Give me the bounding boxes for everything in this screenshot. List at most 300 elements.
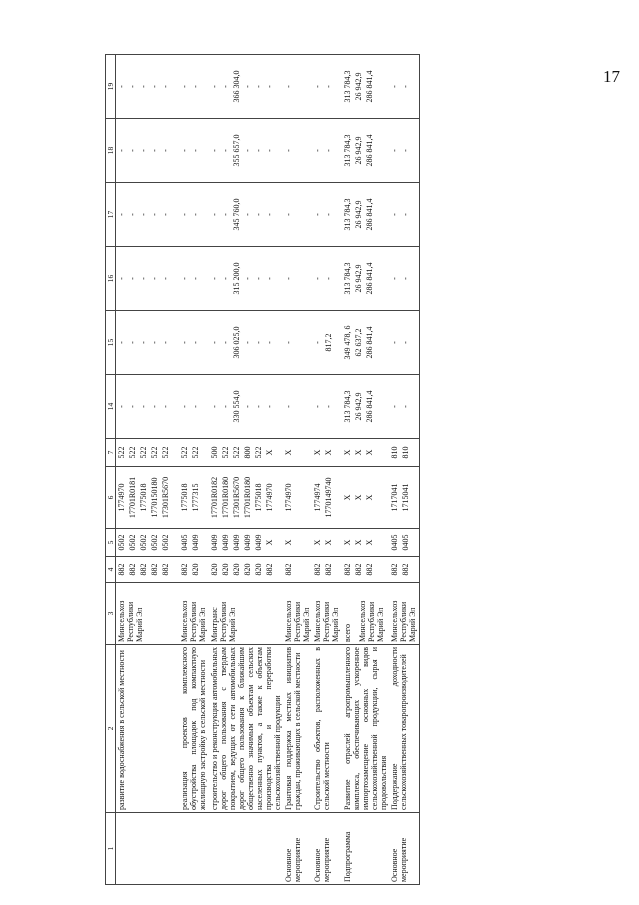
column-14-cell (116, 375, 180, 439)
cell-value: - (243, 85, 252, 88)
cell-value: - (150, 85, 159, 88)
event-name-cell (209, 645, 283, 813)
cell-value: 26 942,9 (354, 200, 363, 229)
cell-value: - (265, 277, 274, 280)
cell-value: - (161, 213, 170, 216)
cell-value: 313 784,3 (343, 390, 352, 423)
column-16-cell (179, 247, 209, 311)
event-type-cell (389, 813, 420, 885)
cell-value: - (161, 277, 170, 280)
cell-value: - (210, 277, 219, 280)
column-14-cell (209, 375, 283, 439)
cell-value: - (254, 85, 263, 88)
cell-value: 882 (139, 563, 148, 576)
column-header: 6 (106, 467, 116, 529)
cell-value: - (150, 213, 159, 216)
header-row (106, 55, 116, 885)
cell-value: 330 554,0 (232, 390, 241, 423)
column-6-cell (312, 467, 342, 529)
column-7-cell (342, 439, 389, 467)
cell-value: - (150, 405, 159, 408)
cell-value: - (313, 341, 322, 344)
cell-text: Основное мероприятие (313, 837, 331, 882)
cell-value: 0405 (390, 534, 399, 551)
cell-value: X (365, 539, 374, 546)
cell-value: 62 637,2 (354, 328, 363, 357)
cell-value: - (180, 213, 189, 216)
cell-value: - (139, 405, 148, 408)
column-6-cell (389, 467, 420, 529)
cell-value: - (324, 277, 333, 280)
column-7-cell (283, 439, 312, 467)
column-15-cell (283, 311, 312, 375)
cell-value: X (365, 449, 374, 456)
cell-value: 522 (139, 446, 148, 459)
column-6-cell (283, 467, 312, 529)
cell-value: - (265, 149, 274, 152)
cell-value: 0502 (150, 534, 159, 551)
column-5-cell (389, 529, 420, 557)
cell-value: 820 (254, 563, 263, 576)
table-row (312, 55, 342, 885)
cell-value: 522 (232, 446, 241, 459)
executor-cell (209, 583, 283, 645)
cell-value: - (180, 277, 189, 280)
cell-value: - (161, 149, 170, 152)
rotated-budget-table-sheet (105, 55, 625, 885)
column-19-cell (179, 55, 209, 119)
cell-value: 817,2 (324, 333, 333, 352)
cell-value: 0502 (117, 534, 126, 551)
cell-value: - (150, 149, 159, 152)
column-4-cell (209, 557, 283, 583)
cell-text: Минсельхоз Республики Марий Эл (313, 600, 340, 642)
cell-value: 286 841,4 (365, 326, 374, 359)
cell-value: - (254, 277, 263, 280)
cell-value: - (161, 405, 170, 408)
cell-value: - (210, 213, 219, 216)
event-type-cell (342, 813, 389, 885)
cell-value: 306 025,0 (232, 326, 241, 359)
cell-value: 522 (221, 446, 230, 459)
cell-value: - (117, 341, 126, 344)
cell-value: - (128, 341, 137, 344)
cell-value: 26 942,9 (354, 136, 363, 165)
cell-value: - (265, 341, 274, 344)
cell-text: Подпрограмма (343, 831, 352, 882)
cell-value: 1770150180 (150, 477, 159, 518)
column-19-cell (342, 55, 389, 119)
cell-value: X (324, 539, 333, 546)
cell-text: развитие водоснабжения в сельской местности (117, 650, 126, 810)
column-16-cell (209, 247, 283, 311)
column-19-cell (283, 55, 312, 119)
column-17-cell (389, 183, 420, 247)
cell-value: 0409 (243, 534, 252, 551)
cell-value: X (284, 449, 293, 456)
column-6-cell (342, 467, 389, 529)
cell-text: строительство и реконструкция автомобильных дорог общего пользования с твердым покрытием, ведущих от сети автомобильных дорог общего пользования к ближайшим общественно значимым объектам сельских населенных пунктов, а также к объектам производства и переработки сельскохозяйственной продукции (210, 647, 282, 810)
budget-table (105, 54, 420, 885)
column-5-cell (209, 529, 283, 557)
cell-value: - (191, 213, 200, 216)
cell-value: 810 (390, 446, 399, 459)
cell-value: 882 (180, 563, 189, 576)
cell-value: - (128, 405, 137, 408)
column-6-cell (209, 467, 283, 529)
cell-value: 366 304,0 (232, 70, 241, 103)
cell-value: - (117, 277, 126, 280)
cell-value: 882 (343, 563, 352, 576)
column-6-cell (179, 467, 209, 529)
cell-value: 882 (284, 563, 293, 576)
cell-value: 313 784,3 (343, 262, 352, 295)
column-14-cell (342, 375, 389, 439)
column-header: 19 (106, 55, 116, 119)
column-17-cell (283, 183, 312, 247)
cell-value: 286 841,4 (365, 390, 374, 423)
column-7-cell (116, 439, 180, 467)
cell-value: - (313, 213, 322, 216)
cell-value: - (265, 85, 274, 88)
cell-value: - (254, 213, 263, 216)
column-18-cell (389, 119, 420, 183)
cell-value: 26 942,9 (354, 392, 363, 421)
cell-value: - (191, 277, 200, 280)
cell-value: 0409 (254, 534, 263, 551)
cell-value: - (284, 149, 293, 152)
cell-value: 1775018 (139, 483, 148, 512)
column-14-cell (179, 375, 209, 439)
column-5-cell (116, 529, 180, 557)
column-17-cell (342, 183, 389, 247)
cell-value: 820 (232, 563, 241, 576)
cell-value: 313 784,3 (343, 134, 352, 167)
cell-value: - (284, 341, 293, 344)
cell-value: - (401, 85, 410, 88)
cell-value: 0409 (210, 534, 219, 551)
cell-value: - (401, 149, 410, 152)
cell-value: - (324, 85, 333, 88)
executor-cell (179, 583, 209, 645)
cell-text: Грантовая поддержка местных инициатив граждан, проживающих в сельской местности (284, 647, 302, 810)
column-16-cell (312, 247, 342, 311)
cell-value: - (139, 277, 148, 280)
cell-value: 17301R5670 (232, 476, 241, 519)
executor-cell (283, 583, 312, 645)
cell-text: Минсельхоз Республики Марий Эл (117, 600, 144, 642)
cell-value: - (117, 85, 126, 88)
cell-value: - (221, 85, 230, 88)
column-15-cell (116, 311, 180, 375)
table-body (116, 55, 420, 885)
cell-value: 286 841,4 (365, 134, 374, 167)
column-7-cell (179, 439, 209, 467)
column-header: 4 (106, 557, 116, 583)
cell-value: - (191, 149, 200, 152)
column-5-cell (179, 529, 209, 557)
column-header: 18 (106, 119, 116, 183)
cell-value: - (150, 277, 159, 280)
cell-value: 0502 (128, 534, 137, 551)
cell-value: 882 (313, 563, 322, 576)
cell-value: 355 657,0 (232, 134, 241, 167)
cell-value: 820 (210, 563, 219, 576)
cell-value: 522 (150, 446, 159, 459)
event-name-cell (179, 645, 209, 813)
column-7-cell (389, 439, 420, 467)
table-row (283, 55, 312, 885)
cell-value: - (324, 213, 333, 216)
cell-value: - (401, 405, 410, 408)
cell-value: 522 (161, 446, 170, 459)
column-14-cell (389, 375, 420, 439)
table-row (209, 55, 283, 885)
column-5-cell (283, 529, 312, 557)
column-18-cell (209, 119, 283, 183)
column-15-cell (389, 311, 420, 375)
cell-value: 522 (254, 446, 263, 459)
cell-value: - (221, 405, 230, 408)
column-16-cell (116, 247, 180, 311)
cell-value: - (139, 213, 148, 216)
column-7-cell (312, 439, 342, 467)
cell-value: 0409 (232, 534, 241, 551)
cell-value: - (128, 85, 137, 88)
cell-value: - (390, 85, 399, 88)
cell-value: - (265, 213, 274, 216)
cell-value: 0409 (191, 534, 200, 551)
cell-value: - (180, 341, 189, 344)
cell-value: 810 (401, 446, 410, 459)
cell-value: 17701R0180 (243, 476, 252, 519)
table-row (179, 55, 209, 885)
cell-value: 882 (390, 563, 399, 576)
cell-value: - (313, 149, 322, 152)
cell-value: 1775018 (180, 483, 189, 512)
column-16-cell (389, 247, 420, 311)
cell-value: 1774974 (313, 483, 322, 512)
cell-value: - (180, 149, 189, 152)
column-15-cell (179, 311, 209, 375)
cell-value: - (313, 405, 322, 408)
cell-value: X (354, 449, 363, 456)
cell-value: 882 (401, 563, 410, 576)
cell-value: X (324, 449, 333, 456)
cell-value: - (117, 213, 126, 216)
cell-value: - (139, 85, 148, 88)
cell-value: 1770149740 (324, 477, 333, 518)
cell-value: 882 (117, 563, 126, 576)
column-19-cell (116, 55, 180, 119)
cell-value: - (254, 405, 263, 408)
cell-value: - (243, 341, 252, 344)
cell-value: - (139, 149, 148, 152)
cell-value: 345 760,0 (232, 198, 241, 231)
column-4-cell (283, 557, 312, 583)
column-18-cell (116, 119, 180, 183)
column-17-cell (209, 183, 283, 247)
cell-value: - (284, 85, 293, 88)
cell-value: - (210, 341, 219, 344)
cell-value: X (343, 494, 352, 501)
column-header: 15 (106, 311, 116, 375)
cell-value: - (210, 149, 219, 152)
column-4-cell (389, 557, 420, 583)
cell-value: 1717041 (390, 483, 399, 512)
cell-value: 0405 (180, 534, 189, 551)
cell-value: - (390, 405, 399, 408)
cell-value: 0405 (401, 534, 410, 551)
column-header: 14 (106, 375, 116, 439)
column-6-cell (116, 467, 180, 529)
cell-value: - (161, 341, 170, 344)
cell-value: - (324, 149, 333, 152)
column-19-cell (312, 55, 342, 119)
column-15-cell (209, 311, 283, 375)
cell-value: 1715041 (401, 483, 410, 512)
cell-value: 17301R5670 (161, 476, 170, 519)
column-header: 3 (106, 583, 116, 645)
event-name-cell (312, 645, 342, 813)
cell-value: - (117, 405, 126, 408)
column-19-cell (209, 55, 283, 119)
cell-value: - (401, 277, 410, 280)
cell-value: - (313, 277, 322, 280)
cell-value: - (390, 149, 399, 152)
cell-value: X (365, 494, 374, 501)
cell-value: 286 841,4 (365, 70, 374, 103)
executor-cell (116, 583, 180, 645)
executor-cell (312, 583, 342, 645)
column-17-cell (116, 183, 180, 247)
cell-value: - (210, 85, 219, 88)
cell-value: - (243, 277, 252, 280)
cell-value: 26 942,9 (354, 264, 363, 293)
cell-value: - (191, 405, 200, 408)
cell-value: - (210, 405, 219, 408)
cell-text: Основное мероприятие (284, 837, 302, 882)
cell-value: X (313, 449, 322, 456)
cell-value: 522 (191, 446, 200, 459)
table-row (342, 55, 389, 885)
cell-value: - (128, 277, 137, 280)
cell-text: всего (343, 623, 352, 642)
cell-value: - (401, 213, 410, 216)
cell-text: реализация проектов комплексного обустройства площадок под компактную жилищную застройку в сельской местности (180, 647, 207, 810)
cell-value: X (265, 449, 274, 456)
cell-value: - (150, 341, 159, 344)
column-header: 5 (106, 529, 116, 557)
cell-value: 0409 (221, 534, 230, 551)
page-number: 17 (603, 67, 620, 86)
column-5-cell (342, 529, 389, 557)
column-16-cell (283, 247, 312, 311)
cell-value: 522 (117, 446, 126, 459)
cell-value: - (390, 213, 399, 216)
cell-value: 1775018 (254, 483, 263, 512)
cell-value: - (254, 341, 263, 344)
cell-value: 17701R0181 (128, 476, 137, 519)
cell-text: Поддержание доходности сельскохозяйственных товаропроизводителей (390, 647, 408, 810)
cell-value: - (243, 213, 252, 216)
column-header: 1 (106, 813, 116, 885)
column-4-cell (312, 557, 342, 583)
cell-value: - (161, 85, 170, 88)
column-18-cell (283, 119, 312, 183)
column-15-cell (312, 311, 342, 375)
cell-value: 882 (365, 563, 374, 576)
cell-value: - (180, 85, 189, 88)
executor-extra: Минсельхоз Республики Марий Эл (358, 600, 385, 642)
cell-value: - (313, 85, 322, 88)
cell-value: 882 (150, 563, 159, 576)
cell-value: - (284, 213, 293, 216)
cell-value: 0502 (161, 534, 170, 551)
cell-value: 349 478, 6 (343, 325, 352, 360)
table-row (116, 55, 180, 885)
cell-value: 820 (243, 563, 252, 576)
cell-value: 820 (221, 563, 230, 576)
cell-value: - (265, 405, 274, 408)
cell-value: X (265, 539, 274, 546)
column-18-cell (179, 119, 209, 183)
table-row (389, 55, 420, 885)
event-type-cell (312, 813, 342, 885)
column-17-cell (312, 183, 342, 247)
cell-value: 315 200,0 (232, 262, 241, 295)
cell-value: - (401, 341, 410, 344)
column-17-cell (179, 183, 209, 247)
cell-value: - (390, 277, 399, 280)
cell-value: - (221, 149, 230, 152)
cell-value: 1774970 (265, 483, 274, 512)
cell-value: 882 (265, 563, 274, 576)
cell-value: X (284, 539, 293, 546)
cell-text: Минсельхоз Республики Марий Эл (180, 600, 207, 642)
cell-value: - (254, 149, 263, 152)
column-14-cell (312, 375, 342, 439)
cell-value: 882 (161, 563, 170, 576)
cell-value: X (354, 539, 363, 546)
cell-value: - (180, 405, 189, 408)
cell-value: - (128, 149, 137, 152)
column-16-cell (342, 247, 389, 311)
cell-value: - (191, 85, 200, 88)
cell-value: 17701R0182 (210, 476, 219, 519)
cell-value: 313 784,3 (343, 198, 352, 231)
cell-value: 1777315 (191, 483, 200, 512)
column-14-cell (283, 375, 312, 439)
column-4-cell (179, 557, 209, 583)
executor-cell (389, 583, 420, 645)
cell-value: 0502 (139, 534, 148, 551)
event-type-cell (116, 813, 180, 885)
column-18-cell (312, 119, 342, 183)
cell-text: Строительство объектов, расположенных в сельской местности (313, 647, 331, 810)
event-type-cell (283, 813, 312, 885)
cell-value: 882 (324, 563, 333, 576)
event-type-cell (209, 813, 283, 885)
cell-value: - (221, 277, 230, 280)
cell-value: 286 841,4 (365, 198, 374, 231)
cell-value: - (128, 213, 137, 216)
executor-cell (342, 583, 389, 645)
column-header: 7 (106, 439, 116, 467)
cell-value: 1774970 (284, 483, 293, 512)
column-header: 17 (106, 183, 116, 247)
cell-value: 313 784,3 (343, 70, 352, 103)
